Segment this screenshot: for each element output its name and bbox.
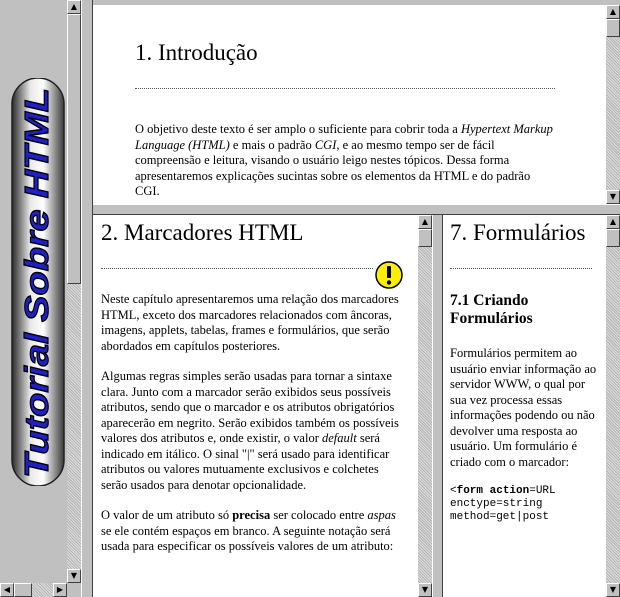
code-snippet: <form action=URL enctype=string method=get|post <box>450 485 556 523</box>
frame-divider[interactable] <box>81 0 93 597</box>
scroll-down-button[interactable]: ▼ <box>606 583 620 597</box>
scroll-left-button[interactable]: ◀ <box>0 583 14 597</box>
scroll-track[interactable] <box>606 19 620 190</box>
frame-divider[interactable] <box>432 215 443 597</box>
paragraph: Algumas regras simples serão usadas para tornar a sintaxe clara. Junto com a marcador serão exibidos seus possíveis atributos, sendo que o marcador e os atributos obrigatórios aparecerão em negrito. Serão exibidos também os possíveis valores dos atributos e, onde existir, o valor default será indicado em itálico. O sinal "|" será usado para identificar atributos ou valores mutuamente exclusivos e colchetes serão usados para denotar opcionalidade. <box>101 369 399 492</box>
markers-frame <box>93 215 432 597</box>
logo-text: Tutorial Sobre HTML <box>18 154 55 478</box>
divider <box>450 268 592 269</box>
section-title: 7. Formulários <box>450 220 586 245</box>
forms-frame <box>443 215 620 597</box>
warning-icon <box>375 261 403 289</box>
paragraph: O valor de um atributo só precisa ser colocado entre aspas se ele contém espaços em branco. A seguinte notação será usada para especificar os possíveis valores de um atributo: <box>101 508 396 553</box>
scroll-up-button[interactable]: ▲ <box>606 215 620 229</box>
scroll-thumb[interactable] <box>606 229 620 247</box>
scroll-up-button[interactable]: ▲ <box>67 0 81 14</box>
scroll-thumb[interactable] <box>606 19 620 37</box>
scroll-thumb[interactable] <box>418 229 432 247</box>
paragraph: Formulários permitem ao usuário enviar informação ao servidor WWW, o qual por sua vez processa essas informações podendo ou não devolver uma resposta ao usuário. Um formulário é criado com o marcador: <box>450 346 597 469</box>
page-title: 1. Introdução <box>135 40 258 65</box>
markers-frame-vscroll[interactable] <box>418 215 432 597</box>
section-title: 2. Marcadores HTML <box>101 220 304 245</box>
scroll-down-button[interactable]: ▼ <box>67 569 81 583</box>
scroll-track[interactable] <box>418 229 432 583</box>
logo-frame <box>0 0 81 597</box>
scroll-thumb[interactable] <box>67 14 81 284</box>
intro-frame <box>93 5 620 204</box>
divider <box>135 88 555 89</box>
scroll-up-button[interactable]: ▲ <box>606 5 620 19</box>
scroll-right-button[interactable]: ▶ <box>53 583 67 597</box>
scroll-track[interactable] <box>606 229 620 583</box>
scroll-down-button[interactable]: ▼ <box>606 190 620 204</box>
subsection-title: 7.1 Criando Formulários <box>450 292 533 327</box>
scroll-up-button[interactable]: ▲ <box>418 215 432 229</box>
scroll-down-button[interactable]: ▼ <box>418 583 432 597</box>
paragraph: Neste capítulo apresentaremos uma relação dos marcadores HTML, exceto dos marcadores relacionados com âncoras, imagens, applets, tabelas, frames e formulários, que serão abordados em capítulos posteriores. <box>101 292 399 353</box>
logo-frame-vscroll[interactable] <box>67 0 81 583</box>
scroll-thumb[interactable] <box>14 583 32 597</box>
tutorial-logo <box>8 78 68 486</box>
forms-frame-vscroll[interactable] <box>606 215 620 597</box>
intro-paragraph: O objetivo deste texto é ser amplo o suficiente para cobrir toda a Hypertext Markup Language (HTML) e mais o padrão CGI, e ao mesmo tempo ser de fácil compreensão e leitura, visando o usuário leigo nestes tópicos. Dessa forma apresentaremos explicações sucintas sobre os elementos da HTML e do padrão CGI. <box>135 122 553 198</box>
logo-frame-hscroll[interactable] <box>0 583 67 597</box>
divider <box>101 268 373 269</box>
intro-frame-vscroll[interactable] <box>606 5 620 204</box>
frame-divider[interactable] <box>93 204 620 215</box>
